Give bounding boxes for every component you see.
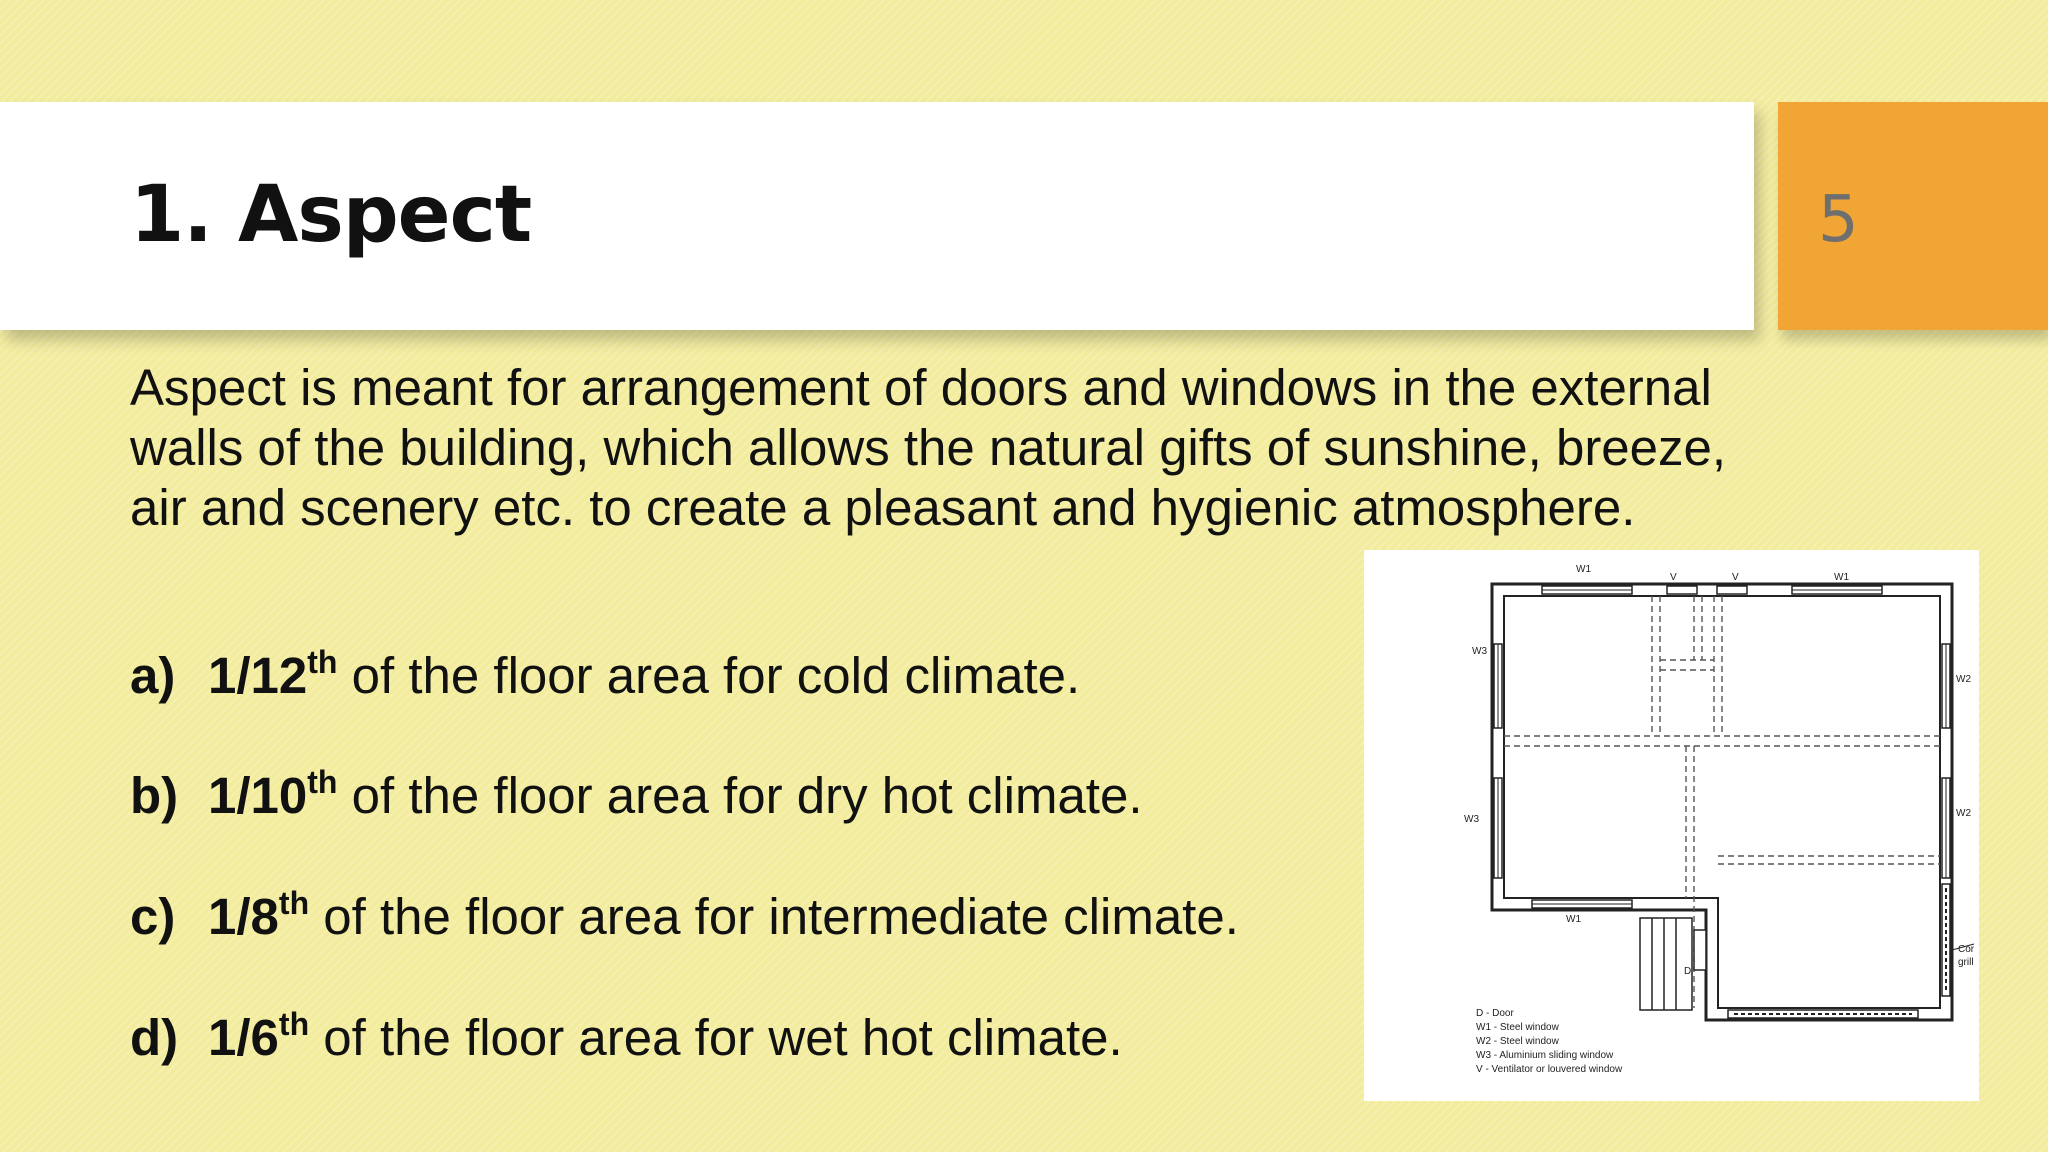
label-w1-top-left: W1 bbox=[1576, 564, 1591, 575]
legend-line: W3 - Aluminium sliding window bbox=[1476, 1050, 1614, 1061]
label-w3-lower: W3 bbox=[1464, 814, 1479, 825]
slide-title: 1. Aspect bbox=[130, 170, 532, 260]
aspect-paragraph: Aspect is meant for arrangement of doors and windows in the external walls of the building, which allows the natural gifts of sunshine, breeze, air and scenery etc. to create a pleasant and hygienic atmosphere. bbox=[130, 359, 1727, 536]
item-sup: th bbox=[278, 885, 310, 921]
item-text: of the floor area for cold climate. bbox=[337, 647, 1081, 704]
item-sup: th bbox=[307, 764, 338, 800]
label-w2-lower: W2 bbox=[1956, 808, 1971, 819]
item-text: of the floor area for wet hot climate. bbox=[309, 1009, 1123, 1066]
legend-line: W1 - Steel window bbox=[1476, 1022, 1559, 1033]
label-w3-upper: W3 bbox=[1472, 646, 1487, 657]
item-label: b) bbox=[130, 767, 179, 824]
list-item-c bbox=[130, 887, 1239, 947]
door-opening bbox=[1694, 930, 1706, 970]
label-cor: Cor bbox=[1958, 944, 1975, 955]
item-sup: th bbox=[307, 644, 338, 680]
floor-plan-image bbox=[1364, 550, 1979, 1101]
list-item-b bbox=[130, 766, 1143, 826]
interior-partitions bbox=[1504, 596, 1940, 1008]
plan-legend bbox=[1476, 1008, 1623, 1075]
item-fraction: 1/10 bbox=[208, 767, 308, 824]
entrance-steps bbox=[1640, 918, 1692, 1010]
item-text: of the floor area for dry hot climate. bbox=[337, 767, 1143, 824]
item-label: c) bbox=[130, 888, 176, 945]
label-d: D bbox=[1684, 966, 1692, 977]
list-item-d bbox=[130, 1008, 1123, 1068]
item-fraction: 1/8 bbox=[208, 888, 279, 945]
item-sup: th bbox=[278, 1006, 310, 1042]
label-v-left: V bbox=[1670, 572, 1677, 583]
label-w1-bottom: W1 bbox=[1566, 914, 1581, 925]
item-fraction: 1/12 bbox=[208, 647, 308, 704]
label-w2-upper: W2 bbox=[1956, 674, 1971, 685]
legend-line: W2 - Steel window bbox=[1476, 1036, 1559, 1047]
floor-plan-drawing bbox=[1364, 550, 1979, 1101]
slide-number: 5 bbox=[1818, 183, 1859, 257]
label-v-right: V bbox=[1732, 572, 1739, 583]
label-w1-top-right: W1 bbox=[1834, 572, 1849, 583]
legend-line: V - Ventilator or louvered window bbox=[1476, 1064, 1623, 1075]
item-label: a) bbox=[130, 647, 176, 704]
item-fraction: 1/6 bbox=[208, 1009, 279, 1066]
list-item-a bbox=[130, 646, 1080, 706]
grill-marks bbox=[1734, 888, 1946, 1014]
item-label: d) bbox=[130, 1009, 179, 1066]
item-text: of the floor area for intermediate climate. bbox=[309, 888, 1239, 945]
label-grill: grill bbox=[1958, 957, 1974, 968]
legend-line: D - Door bbox=[1476, 1008, 1514, 1019]
